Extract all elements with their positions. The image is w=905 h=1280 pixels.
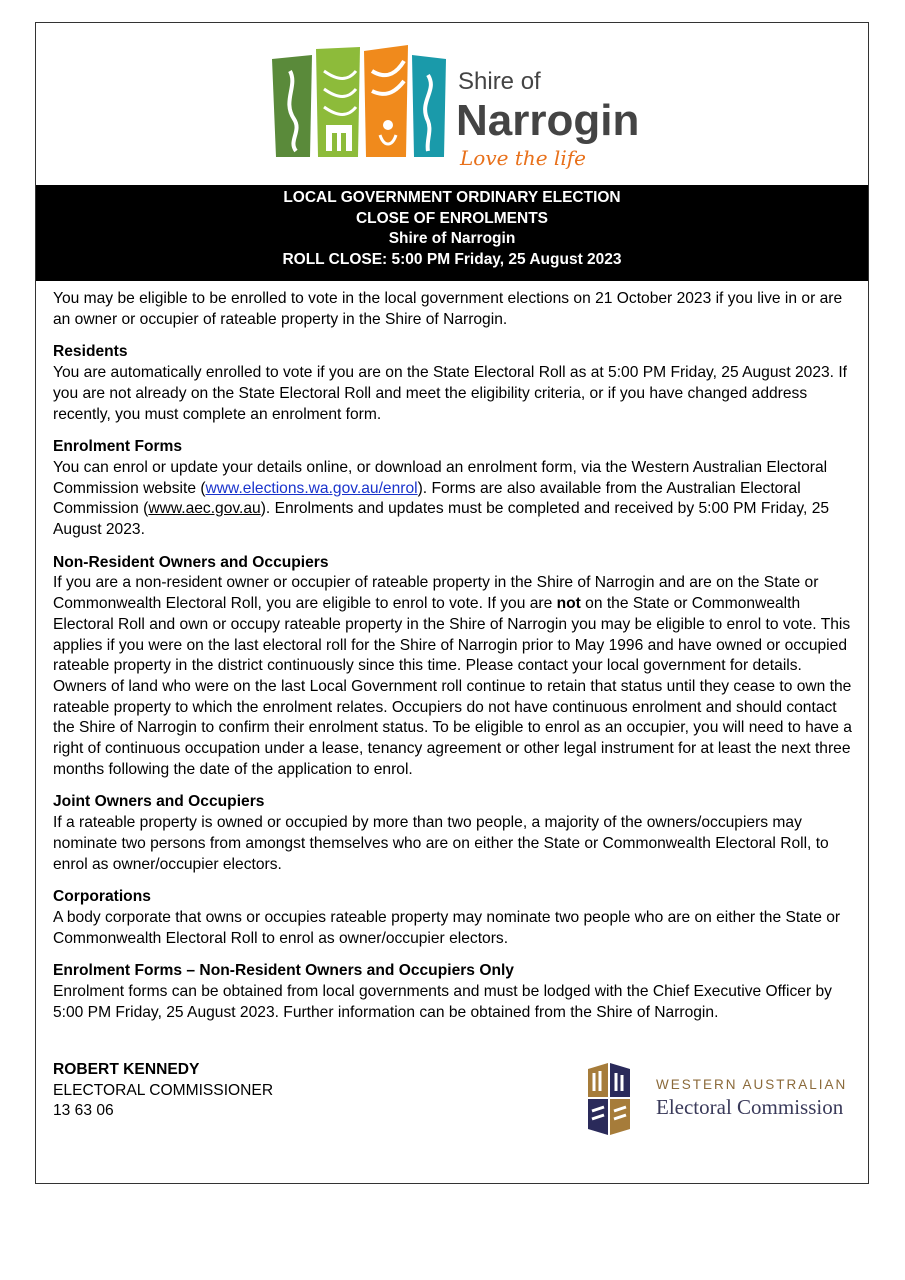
- banner-line-shire: Shire of Narrogin: [388, 230, 516, 247]
- enrolment-forms-paragraph: [53, 458, 859, 541]
- intro-paragraph: You may be eligible to be enrolled to vote in the local government elections on 21 October 2023 if you live in or are an owner or occupier of rateable property in the Shire of Narrogin.: [53, 290, 843, 328]
- joint-paragraph: If a rateable property is owned or occupied by more than two people, a majority of the owners/occupiers may nominate two persons from amongst themselves who are on either the State or Commonwealth Electoral Roll, to enrol as owner/occupier electors.: [53, 814, 829, 873]
- banner-line-roll-close: ROLL CLOSE: 5:00 PM Friday, 25 August 2023: [282, 250, 622, 268]
- banner-line-election: LOCAL GOVERNMENT ORDINARY ELECTION: [283, 189, 621, 206]
- logo-tagline: Love the life: [460, 146, 586, 170]
- non-resident-text-2: on the State or Commonwealth Electoral Roll and own or occupy rateable property in the Shire of Narrogin you may be eligible to enrol to vote. This applies if you were on the last electoral roll for the Shire of Narrogin prior to May 1996 and have owned or occupied rateable property in the district continuously since this time. Please contact your local government for details. Owners of land who were on the last Local Government roll continue to retain that status until they cease to own the rateable property to which the enrolment relates. Occupiers do not have continuous enrolment and should contact the Shire of Narrogin to confirm their enrolment status. To be eligible to enrol as an occupier, you will need to have a right of continuous occupation under a lease, tenancy agreement or other legal instrument for at least the next three months following the date of the application to enrol.: [53, 595, 852, 778]
- forms-nonresident-paragraph: Enrolment forms can be obtained from local governments and must be lodged with the Chief Executive Officer by 5:00 PM Friday, 25 August 2023. Further information can be obtained from the Shire of Narrogin.: [53, 983, 832, 1021]
- waec-enrol-link[interactable]: www.elections.wa.gov.au/enrol: [205, 479, 418, 497]
- notice-body: [53, 289, 859, 1036]
- waec-line2: Electoral Commission: [656, 1095, 844, 1119]
- enrolment-forms-heading: Enrolment Forms: [53, 438, 183, 456]
- corporations-paragraph: A body corporate that owns or occupies rateable property may nominate two people who are on either the State or Commonwealth Electoral Roll to enrol as owner/occupier electors.: [53, 908, 841, 947]
- non-resident-paragraph: [53, 573, 859, 780]
- banner-line-close: CLOSE OF ENROLMENTS: [355, 209, 549, 227]
- logo-shire-of: Shire of: [458, 68, 541, 95]
- corporations-heading: Corporations: [53, 888, 151, 906]
- enrolment-forms-text-1: You can enrol or update your details online, or download an enrolment form, via the Western Australian Electoral Commission website (: [53, 458, 828, 497]
- non-resident-emphasis: not: [556, 595, 581, 613]
- residents-heading: Residents: [53, 343, 128, 361]
- forms-nonresident-heading: Enrolment Forms – Non-Resident Owners and Occupiers Only: [53, 962, 514, 980]
- logo-area: [36, 23, 868, 185]
- signatory-title: ELECTORAL COMMISSIONER: [53, 1081, 274, 1099]
- enrolment-forms-text-2: ). Forms are also available from the Australian Electoral Commission (: [53, 479, 801, 518]
- signatory-phone: 13 63 06: [53, 1102, 114, 1120]
- non-resident-text-1: If you are a non-resident owner or occupier of rateable property in the Shire of Narrogin and are on the State or Commonwealth Electoral Roll, you are eligible to enrol to vote. If you are: [53, 574, 819, 613]
- title-banner: [36, 185, 868, 281]
- residents-paragraph: You are automatically enrolled to vote if you are on the State Electoral Roll as at 5:00 PM Friday, 25 August 2023. If you are not already on the State Electoral Roll and meet the eligibility criteria, or if you have changed address recently, you must complete an enrolment form.: [53, 364, 848, 423]
- signatory-name: ROBERT KENNEDY: [53, 1061, 200, 1078]
- notice-frame: [35, 22, 869, 1184]
- waec-line1: WESTERN AUSTRALIAN: [656, 1077, 848, 1092]
- logo-narrogin: Narrogin: [456, 96, 640, 145]
- waec-emblem-icon: [586, 1059, 636, 1139]
- aec-link[interactable]: www.aec.gov.au: [148, 500, 261, 518]
- shire-of-narrogin-logo: [268, 41, 648, 181]
- enrolment-forms-text-3: ). Enrolments and updates must be completed and received by 5:00 PM Friday, 25 August 2023.: [53, 500, 830, 539]
- non-resident-heading: Non-Resident Owners and Occupiers: [53, 553, 329, 571]
- joint-heading: Joint Owners and Occupiers: [53, 793, 265, 811]
- signature-block: [53, 1060, 273, 1122]
- waec-logo: [586, 1055, 866, 1145]
